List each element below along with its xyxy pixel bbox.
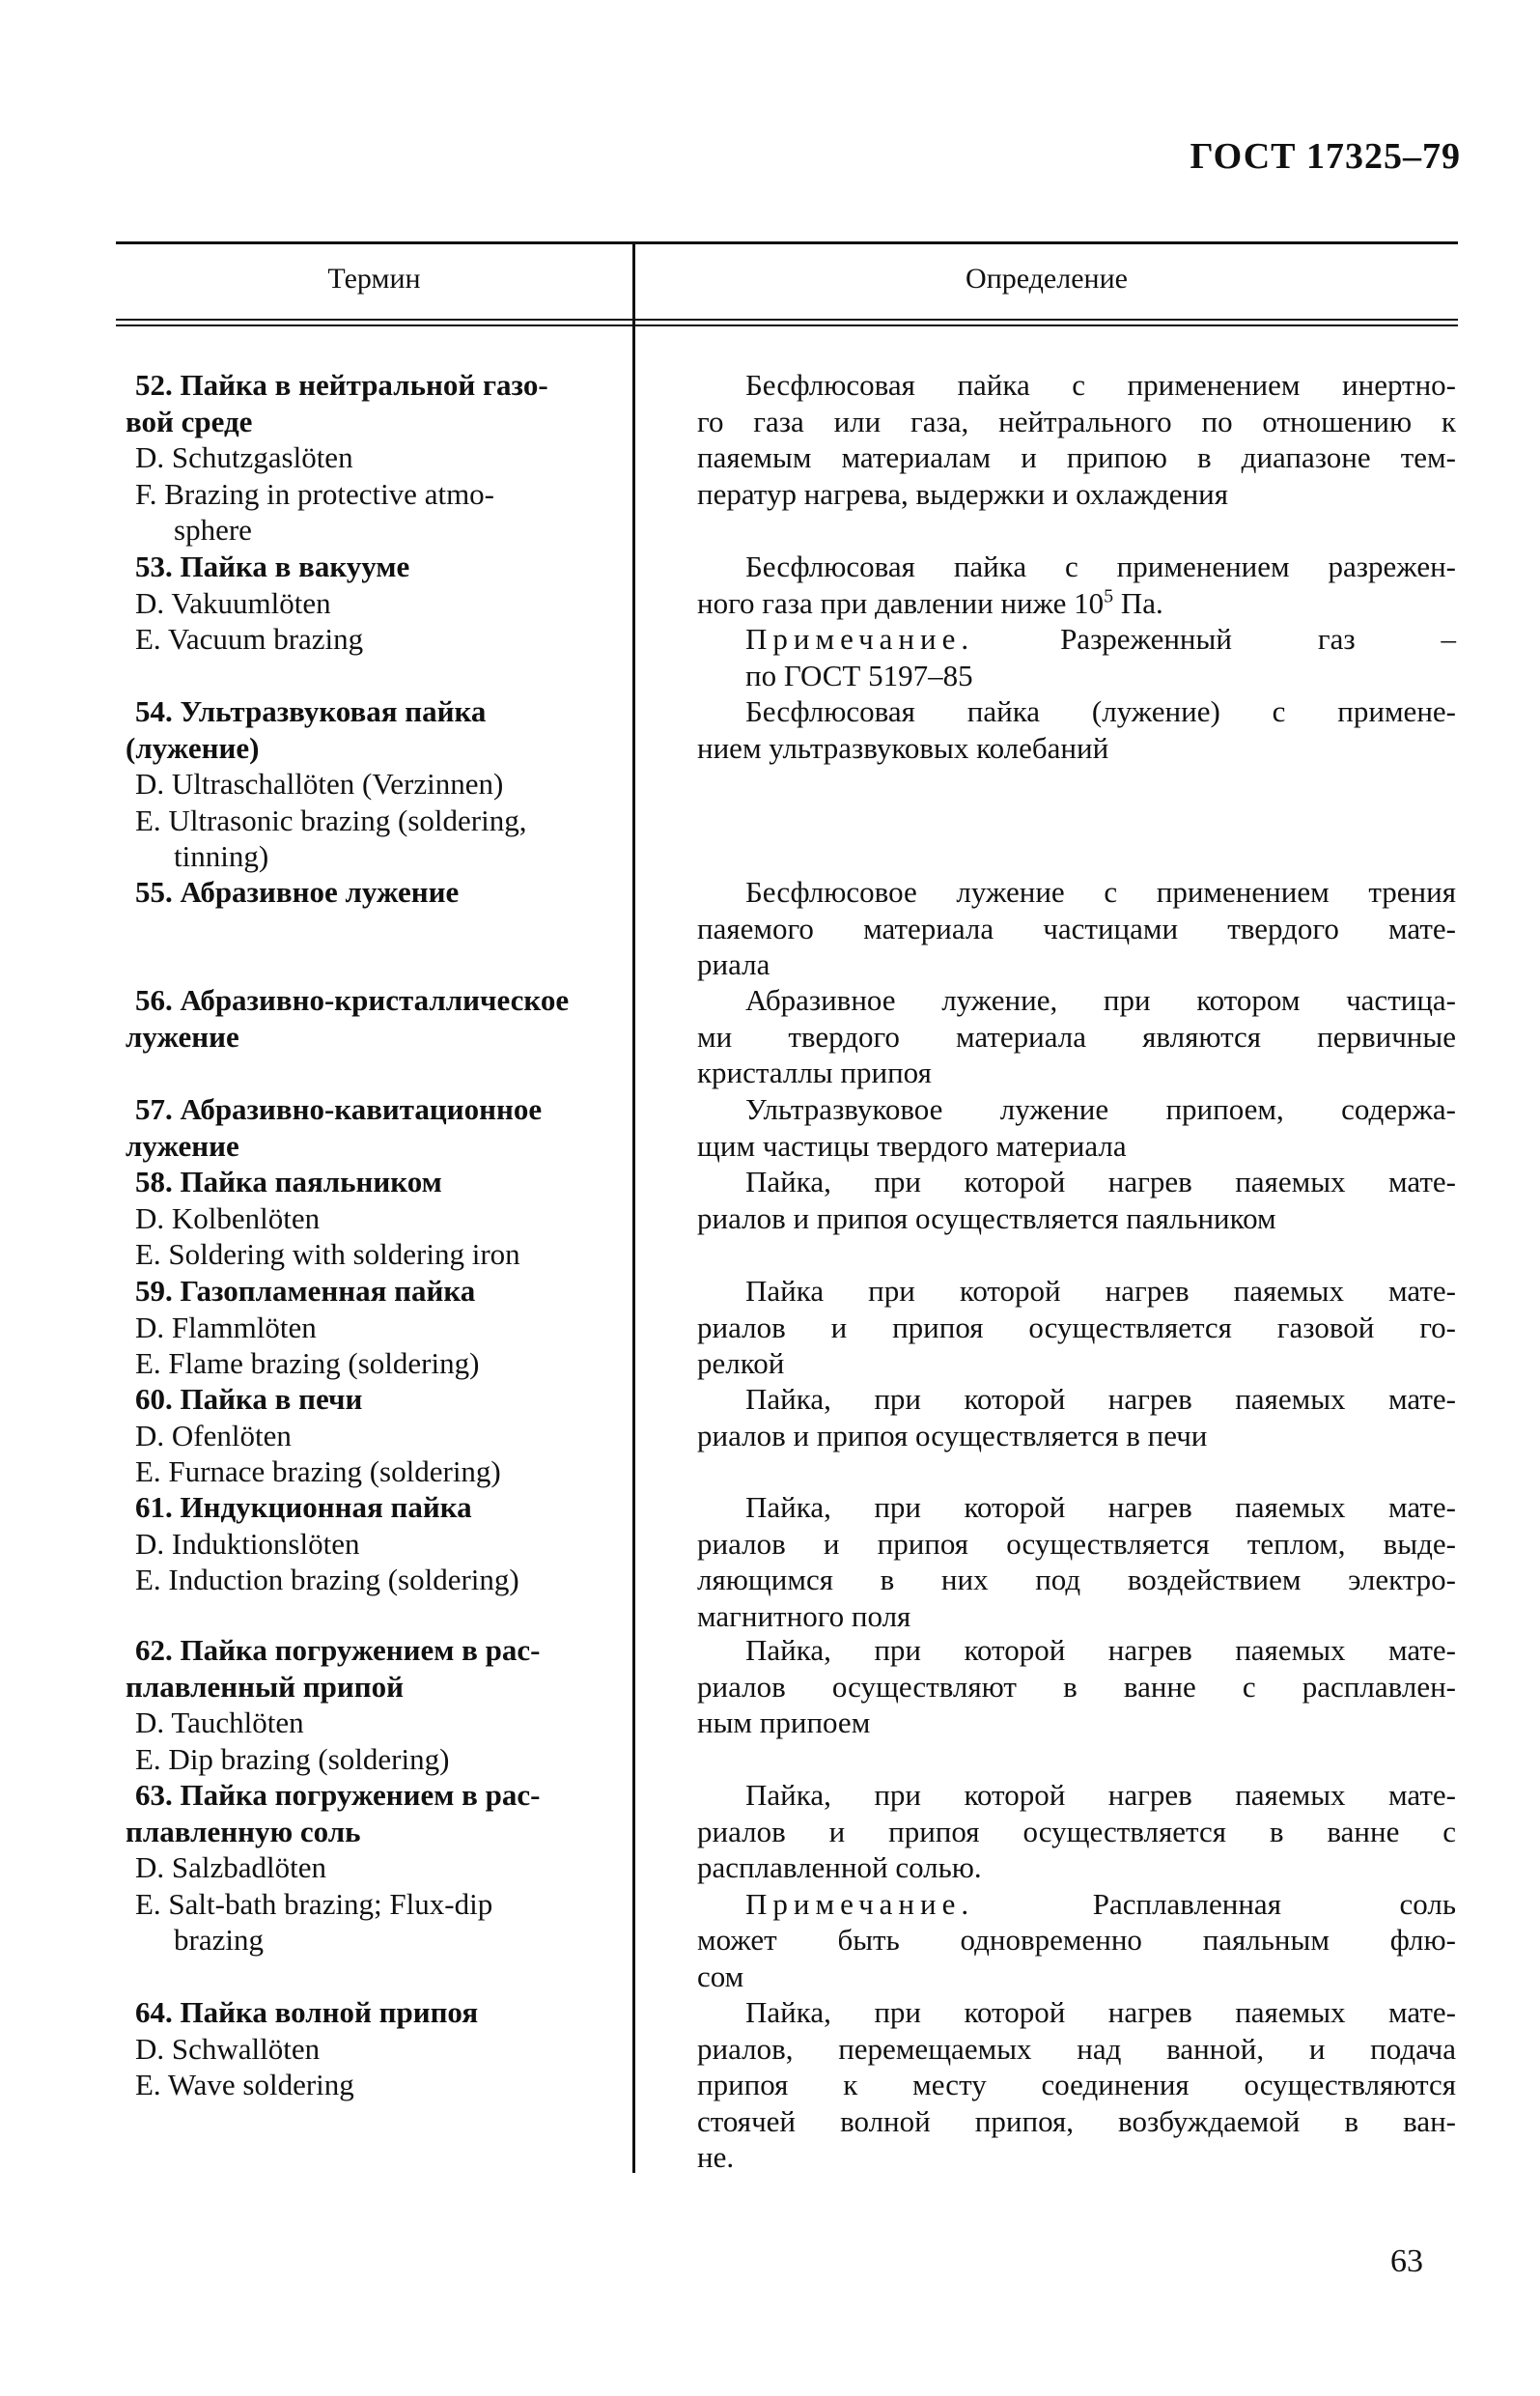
term-63: 63. Пайка погружением в рас- плавленную соль D. Salzbadlöten E. Salt-bath brazing; Flux-dip brazing — [126, 1778, 541, 1957]
term-53: 53. Пайка в вакууме D. Vakuumlöten E. Vacuum brazing — [135, 550, 410, 656]
definition-55: Бесфлюсовое лужение с применением трения паяемого материала частицами твердого мате- риала — [697, 875, 1456, 981]
term-64: 64. Пайка волной припоя D. Schwallöten E. Wave soldering — [135, 1995, 479, 2101]
definition-62: Пайка, при которой нагрев паяемых мате- риалов осуществляют в ванне с расплавлен- ным припоем — [697, 1633, 1456, 1739]
term-54: 54. Ультразвуковая пайка (лужение) D. Ultraschallöten (Verzinnen) E. Ultrasonic brazing (soldering, tinning) — [126, 694, 527, 873]
table-top-rule — [116, 241, 1458, 244]
definition-59: Пайка при которой нагрев паяемых мате- риалов и припоя осуществляется газовой го- релкой — [697, 1274, 1456, 1380]
term-61: 61. Индукционная пайка D. Induktionslöten E. Induction brazing (soldering) — [135, 1490, 519, 1596]
term-58: 58. Пайка паяльником D. Kolbenlöten E. Soldering with soldering iron — [135, 1165, 520, 1271]
table-header-rule-2 — [116, 324, 1458, 326]
document-code: ГОСТ 17325–79 — [1190, 136, 1461, 177]
term-56: 56. Абразивно-кристаллическое лужение — [126, 983, 570, 1054]
definition-57: Ультразвуковое лужение припоем, содержа- щим частицы твердого материала — [697, 1092, 1456, 1163]
term-55: 55. Абразивное лужение — [135, 875, 460, 909]
definition-63: Пайка, при которой нагрев паяемых мате- риалов и припоя осуществляется в ванне с расплавленной солью. Примечание. Расплавленная соль может быть одновременно паяльным флю- сом — [697, 1778, 1456, 1993]
term-59: 59. Газопламенная пайка D. Flammlöten E. Flame brazing (soldering) — [135, 1274, 480, 1380]
term-52: 52. Пайка в нейтральной газо- вой среде D. Schutzgaslöten F. Brazing in protective atmo- sphere — [126, 368, 548, 547]
definition-53: Бесфлюсовая пайка с применением разрежен- ного газа при давлении ниже $10^5$ Па. Примечание. Разреженный газ – по ГОСТ 5197–85 — [697, 550, 1457, 692]
term-60: 60. Пайка в печи D. Ofenlöten E. Furnace brazing (soldering) — [135, 1382, 501, 1488]
definition-61: Пайка, при которой нагрев паяемых мате- риалов и припоя осуществляется теплом, выде- ляющимся в них под воздействием электро- магнитного поля — [697, 1490, 1456, 1633]
definition-64: Пайка, при которой нагрев паяемых мате- риалов, перемещаемых над ванной, и подача припоя к месту соединения осуществляются стоячей волной припоя, возбуждаемой в ван- не. — [697, 1995, 1456, 2174]
table-header-rule-1 — [116, 319, 1458, 321]
definition-58: Пайка, при которой нагрев паяемых мате- риалов и припоя осуществляется паяльником — [697, 1165, 1456, 1235]
table-header-definition: Определение — [966, 263, 1128, 295]
column-divider — [632, 241, 635, 2173]
term-62: 62. Пайка погружением в рас- плавленный припой D. Tauchlöten E. Dip brazing (soldering) — [126, 1633, 541, 1776]
definition-54: Бесфлюсовая пайка (лужение) с примене- нием ультразвуковых колебаний — [697, 694, 1456, 765]
page-number: 63 — [1390, 2243, 1423, 2279]
term-57: 57. Абразивно-кавитационное лужение — [126, 1092, 543, 1163]
definition-52: Бесфлюсовая пайка с применением инертно- го газа или газа, нейтрального по отношению к паяемым материалам и припою в диапазоне тем- ператур нагрева, выдержки и охлаждения — [697, 368, 1456, 511]
definition-60: Пайка, при которой нагрев паяемых мате- риалов и припоя осуществляется в печи — [697, 1382, 1456, 1452]
definition-56: Абразивное лужение, при котором частица- ми твердого материала являются первичные кристаллы припоя — [697, 983, 1456, 1089]
table-header-term: Термин — [327, 263, 421, 295]
